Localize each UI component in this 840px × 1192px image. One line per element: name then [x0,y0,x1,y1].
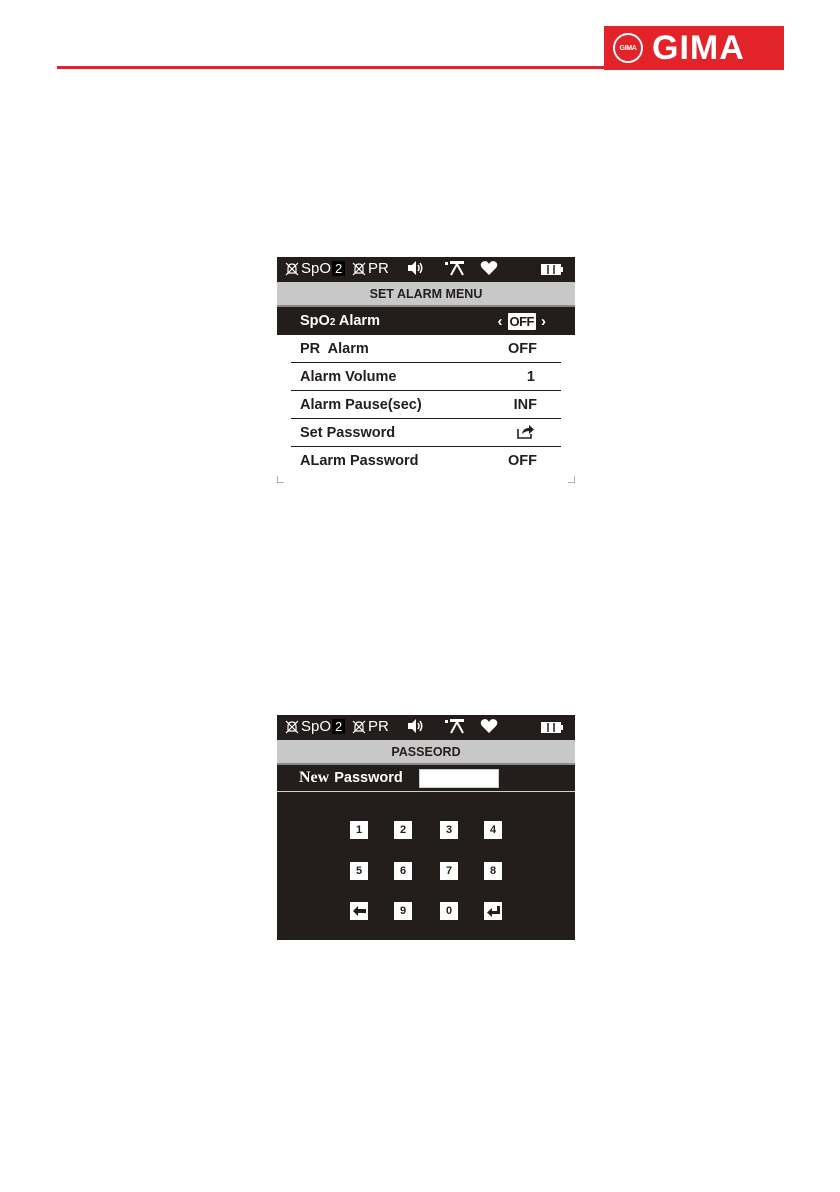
alarm-menu-list [277,307,575,475]
alarm-off-icon [285,262,299,276]
menu-item-value[interactable] [493,313,552,330]
password-label: Password [334,770,403,786]
menu-item-set-password[interactable] [277,419,575,447]
share-arrow-icon[interactable] [517,424,535,443]
bluetooth-icon [445,718,465,734]
menu-item-label: Set Password [300,425,396,441]
key-7[interactable]: 7 [440,862,458,880]
heart-icon [480,260,498,276]
chevron-right-icon[interactable]: › [541,312,546,330]
menu-item-value: OFF [508,341,537,357]
status-pr: PR [352,718,389,735]
password-title: PASSEORD [277,740,575,765]
menu-item-label: PR Alarm [300,341,369,357]
keypad [277,792,575,952]
key-9[interactable]: 9 [394,902,412,920]
logo-seal: GIMA [613,33,643,63]
menu-item-label: Alarm Pause(sec) [300,397,422,413]
chevron-left-icon[interactable]: ‹ [497,312,503,330]
menu-item-value: OFF [508,453,537,469]
menu-item-label: Alarm Volume [300,369,397,385]
gima-logo [604,26,784,70]
key-0[interactable]: 0 [440,902,458,920]
key-4[interactable]: 4 [484,821,502,839]
logo-text: GIMA [652,29,745,67]
menu-item-pr-alarm[interactable] [277,335,575,363]
alarm-menu-screen [277,257,575,483]
battery-icon [541,264,563,275]
battery-icon [541,722,563,733]
new-password-row [277,765,575,792]
key-3[interactable]: 3 [440,821,458,839]
heart-icon [480,718,498,734]
password-screen [277,715,575,940]
status-bar [277,257,575,282]
bluetooth-icon [445,260,465,276]
frame-corner [277,476,284,483]
menu-title: SET ALARM MENU [277,282,575,307]
key-6[interactable]: 6 [394,862,412,880]
alarm-off-icon [352,720,366,734]
menu-item-spo2-alarm[interactable] [277,307,575,335]
key-5[interactable]: 5 [350,862,368,880]
status-spo2: SpO 2 [285,718,345,735]
menu-item-alarm-password[interactable] [277,447,575,475]
menu-item-alarm-volume[interactable] [277,363,575,391]
menu-item-label: ALarm Password [300,453,419,469]
speaker-icon [407,260,425,276]
alarm-off-icon [285,720,299,734]
menu-item-alarm-pause[interactable] [277,391,575,419]
spo2-alarm-value: OFF [509,313,534,329]
alarm-off-icon [352,262,366,276]
backspace-arrow-icon[interactable] [350,902,368,920]
menu-item-value: INF [513,397,537,413]
speaker-icon [407,718,425,734]
key-2[interactable]: 2 [394,821,412,839]
key-8[interactable]: 8 [484,862,502,880]
menu-item-label: SpO2 Alarm [300,313,380,329]
status-pr: PR [352,260,389,277]
enter-icon[interactable] [484,902,502,920]
frame-corner [568,476,575,483]
key-1[interactable]: 1 [350,821,368,839]
password-input[interactable] [419,769,499,788]
status-spo2: SpO 2 [285,260,345,277]
status-bar [277,715,575,740]
menu-item-value: 1 [526,369,535,385]
new-label: New [299,769,330,786]
